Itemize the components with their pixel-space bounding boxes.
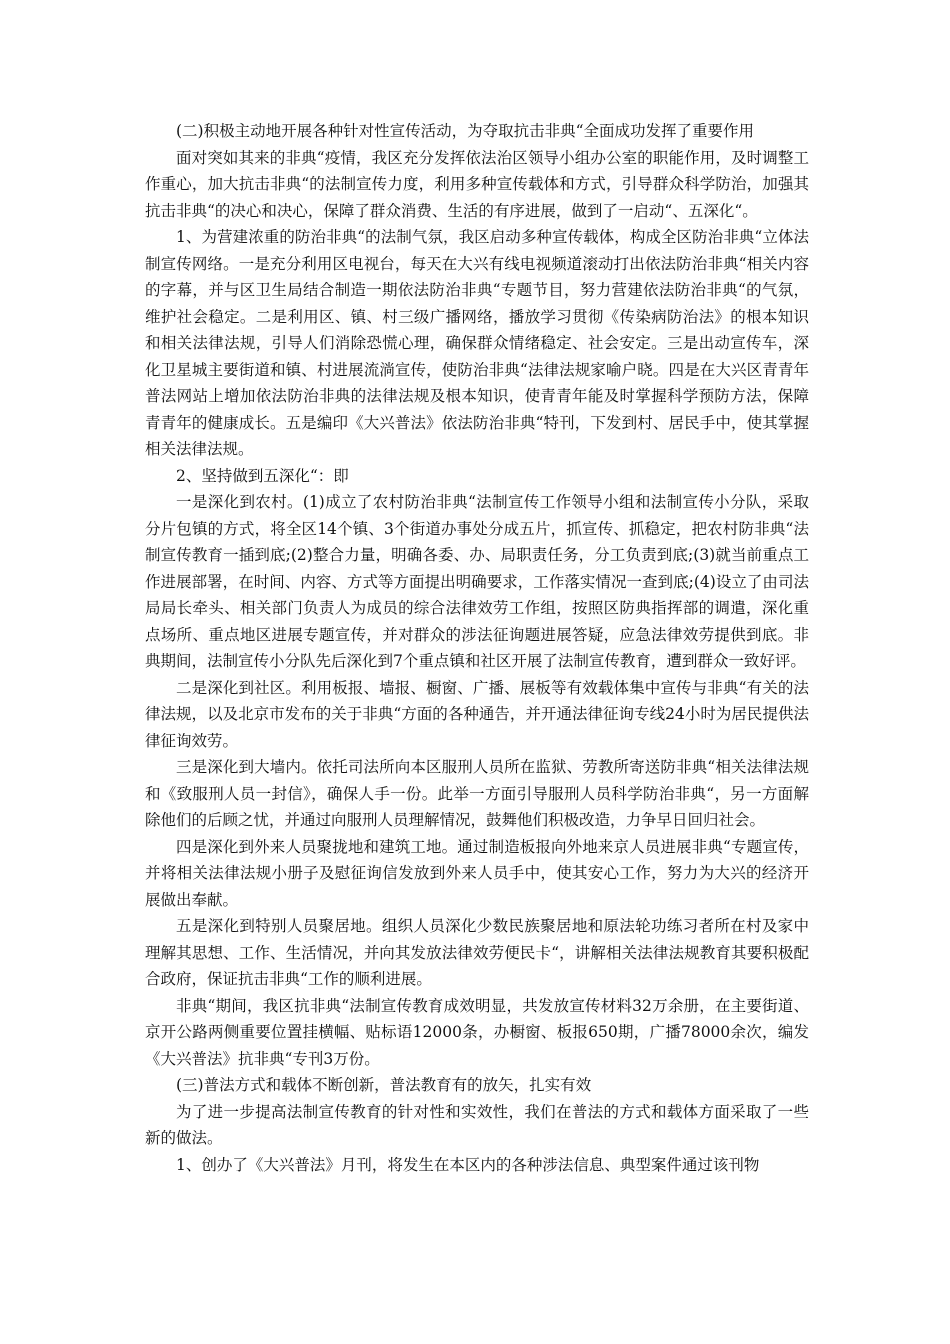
section-heading-2: (二)积极主动地开展各种针对性宣传活动，为夺取抗击非典“全面成功发挥了重要作用 xyxy=(176,122,755,140)
paragraph: 1、为营建浓重的防治非典“的法制气氛，我区启动多种宣传载体，构成全区防治非典“立体法制宣传网络。一是充分利用区电视台，每天在大兴有线电视频道滚动打出依法防治非典“相关内容的字幕，并与区卫生局结合制造一期依法防治非典“专题节目，努力营建依法防治非典“的气氛，维护社会稳定。二是利用区、镇、村三级广播网络，播放学习贯彻《传染病防治法》的根本知识和相关法律法规，引导人们消除恐慌心理，确保群众情绪稳定、社会安定。三是出动宣传车，深化卫星城主要街道和镇、村进展流淌宣传，使防治非典“法律法规家喻户晓。四是在大兴区青青年普法网站上增加依法防治非典的法律法规及根本知识，使青青年能及时掌握科学预防方法，保障青青年的健康成长。五是编印《大兴普法》依法防治非典“特刊，下发到村、居民手中，使其掌握相关法律法规。 xyxy=(145,228,809,458)
paragraph: 2、坚持做到五深化“：即 xyxy=(176,466,349,485)
paragraph: 二是深化到社区。利用板报、墙报、橱窗、广播、展板等有效载体集中宣传与非典“有关的法律法规，以及北京市发布的关于非典“方面的各种通告，并开通法律征询专线24小时为居民提供法律征询效劳。 xyxy=(145,678,809,750)
document-body xyxy=(145,118,809,1178)
paragraph: 1、创办了《大兴普法》月刊，将发生在本区内的各种涉法信息、典型案件通过该刊物 xyxy=(176,1155,760,1174)
paragraph: 面对突如其来的非典“疫情，我区充分发挥依法治区领导小组办公室的职能作用，及时调整工作重心，加大抗击非典“的法制宣传力度，利用多种宣传载体和方式，引导群众科学防治，加强其抗击非典“的决心和决心，保障了群众消费、生活的有序进展，做到了一启动“、五深化“。 xyxy=(145,148,809,220)
paragraph: 为了进一步提高法制宣传教育的针对性和实效性，我们在普法的方式和载体方面采取了一些新的做法。 xyxy=(145,1102,809,1147)
section-heading-3: (三)普法方式和载体不断创新，普法教育有的放矢，扎实有效 xyxy=(176,1076,592,1094)
paragraph: 四是深化到外来人员聚拢地和建筑工地。通过制造板报向外地来京人员进展非典“专题宣传，并将相关法律法规小册子及慰征询信发放到外来人员手中，使其安心工作，努力为大兴的经济开展做出奉献。 xyxy=(145,837,809,909)
paragraph: 五是深化到特别人员聚居地。组织人员深化少数民族聚居地和原法轮功练习者所在村及家中理解其思想、工作、生活情况，并向其发放法律效劳便民卡“，讲解相关法律法规教育其要积极配合政府，保证抗击非典“工作的顺利进展。 xyxy=(145,917,809,988)
paragraph: 三是深化到大墙内。依托司法所向本区服刑人员所在监狱、劳教所寄送防非典“相关法律法规和《致服刑人员一封信》，确保人手一份。此举一方面引导服刑人员科学防治非典“，另一方面解除他们的后顾之忧，并通过向服刑人员理解情况，鼓舞他们积极改造，力争早日回归社会。 xyxy=(145,758,809,829)
paragraph: 一是深化到农村。(1)成立了农村防治非典“法制宣传工作领导小组和法制宣传小分队，采取分片包镇的方式，将全区14个镇、3个街道办事处分成五片，抓宣传、抓稳定，把农村防非典“法制宣传教育一插到底;(2)整合力量，明确各委、办、局职责任务，分工负责到底;(3)就当前重点工作进展部署，在时间、内容、方式等方面提出明确要求，工作落实情况一查到底;(4)设立了由司法局局长牵头、相关部门负责人为成员的综合法律效劳工作组，按照区防典指挥部的调遣，深化重点场所、重点地区进展专题宣传，并对群众的涉法征询题进展答疑，应急法律效劳提供到底。非典期间，法制宣传小分队先后深化到7个重点镇和社区开展了法制宣传教育，遭到群众一致好评。 xyxy=(145,493,809,670)
paragraph: 非典“期间，我区抗非典“法制宣传教育成效明显，共发放宣传材料32万余册，在主要街道、京开公路两侧重要位置挂横幅、贴标语12000条，办橱窗、板报650期，广播78000余次，编发《大兴普法》抗非典“专刊3万份。 xyxy=(145,996,809,1068)
